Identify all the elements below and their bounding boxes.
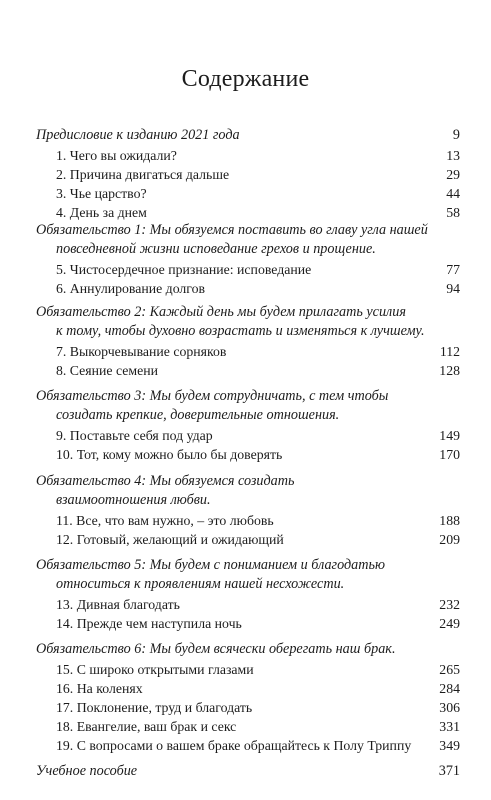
page-number: 58 — [446, 205, 460, 221]
toc-entry[interactable] — [36, 614, 460, 633]
toc-entry[interactable] — [36, 426, 460, 445]
toc-heading-text: к тому, чтобы духовно возрастать и изменяться к лучшему. — [56, 323, 425, 339]
toc-entry[interactable] — [36, 679, 460, 698]
page-number: 149 — [439, 428, 460, 443]
toc-entry-title: 19. С вопросами о вашем браке обращайтесь к Полу Триппу — [56, 738, 412, 754]
toc-entry-title: 15. С широко открытыми глазами — [56, 662, 254, 677]
page-number: 29 — [446, 167, 460, 183]
toc-section-commitment-3 — [36, 387, 460, 464]
toc-heading-text: Обязательство 4: Мы обязуемся созидать — [36, 473, 295, 489]
toc-entry[interactable] — [36, 660, 460, 679]
toc-entry[interactable] — [36, 595, 460, 614]
page-number: 94 — [446, 281, 460, 297]
toc-heading[interactable] — [36, 126, 460, 145]
toc-heading[interactable] — [36, 221, 460, 259]
toc-entry[interactable] — [36, 165, 460, 184]
page-number: 77 — [446, 262, 460, 277]
toc-section-commitment-2 — [36, 303, 460, 380]
toc-entry[interactable] — [36, 445, 460, 464]
toc-heading-text: Предисловие к изданию 2021 года — [36, 127, 240, 143]
toc-entry-title: 16. На коленях — [56, 681, 143, 697]
page-number: 209 — [439, 532, 460, 548]
toc-section-commitment-1 — [36, 221, 460, 298]
toc-section-commitment-6 — [36, 640, 460, 755]
toc-section-commitment-5 — [36, 556, 460, 633]
toc-heading[interactable] — [36, 762, 460, 781]
page-number: 112 — [439, 344, 460, 359]
toc-entry-title: 12. Готовый, желающий и ожидающий — [56, 532, 284, 548]
toc-heading-text: Обязательство 3: Мы будем сотрудничать, с тем чтобы — [36, 388, 389, 404]
toc-entry-title: 4. День за днем — [56, 205, 147, 221]
page-number: 265 — [439, 662, 460, 677]
toc-heading[interactable] — [36, 556, 460, 594]
toc-section-preface — [36, 126, 460, 222]
toc-heading-text: Учебное пособие — [36, 763, 138, 779]
toc-heading[interactable] — [36, 387, 460, 425]
toc-entry[interactable] — [36, 717, 460, 736]
toc-entry[interactable] — [36, 146, 460, 165]
toc-section-commitment-4 — [36, 472, 460, 549]
page-number: 44 — [446, 186, 460, 202]
page-number: 331 — [439, 719, 460, 735]
toc-entry-title: 10. Тот, кому можно было бы доверять — [56, 447, 283, 463]
toc-heading-text: относиться к проявлениям нашей несхожести. — [56, 576, 345, 592]
toc-entry-title: 14. Прежде чем наступила ночь — [56, 616, 242, 632]
page-number: 170 — [439, 447, 460, 463]
toc-entry[interactable] — [36, 736, 460, 755]
toc-entry-title: 2. Причина двигаться дальше — [56, 167, 230, 183]
toc-heading-text: Обязательство 2: Каждый день мы будем прилагать усилия — [36, 304, 406, 320]
toc-entry-title: 8. Сеяние семени — [56, 363, 159, 379]
page-number: 249 — [439, 616, 460, 632]
page-number: 232 — [439, 597, 460, 612]
toc-entry-title: 6. Аннулирование долгов — [56, 281, 206, 297]
page-number: 9 — [452, 127, 460, 143]
toc-heading[interactable] — [36, 303, 460, 341]
toc-heading-text: Обязательство 6: Мы будем всячески оберегать наш брак. — [36, 641, 396, 657]
page-number: 349 — [439, 738, 460, 754]
page-number: 306 — [439, 700, 460, 716]
page-title: Содержание — [181, 66, 310, 92]
toc-heading[interactable] — [36, 472, 460, 510]
page-number: 188 — [439, 513, 460, 528]
toc-entry-title: 11. Все, что вам нужно, – это любовь — [56, 513, 274, 528]
toc-entry-title: 18. Евангелие, ваш брак и секс — [56, 719, 237, 735]
toc-section-study-guide — [36, 762, 460, 781]
toc-entry[interactable] — [36, 184, 460, 203]
toc-entry-title: 1. Чего вы ожидали? — [56, 148, 177, 163]
page-number: 284 — [439, 681, 460, 697]
toc-heading-text: Обязательство 5: Мы будем с пониманием и благодатью — [36, 557, 385, 573]
toc-heading-text: Обязательство 1: Мы обязуемся поставить во главу угла нашей — [36, 222, 428, 238]
toc-heading-text: созидать крепкие, доверительные отношения. — [56, 407, 340, 423]
toc-entry[interactable] — [36, 279, 460, 298]
toc-entry[interactable] — [36, 203, 460, 222]
toc-heading[interactable] — [36, 640, 460, 659]
page-number: 371 — [438, 763, 460, 779]
toc-entry-title: 17. Поклонение, труд и благодать — [56, 700, 253, 716]
toc-entry[interactable] — [36, 511, 460, 530]
toc-entry-title: 7. Выкорчевывание сорняков — [56, 344, 227, 359]
toc-entry[interactable] — [36, 342, 460, 361]
toc-heading-text: взаимоотношения любви. — [56, 492, 211, 508]
toc-entry[interactable] — [36, 698, 460, 717]
toc-entry-title: 3. Чье царство? — [56, 186, 147, 202]
toc-entry-title: 9. Поставьте себя под удар — [56, 428, 213, 443]
toc-entry-title: 13. Дивная благодать — [56, 597, 180, 612]
toc-entry[interactable] — [36, 361, 460, 380]
toc-entry[interactable] — [36, 260, 460, 279]
page-number: 13 — [446, 148, 460, 163]
toc-heading-text: повседневной жизни исповедание грехов и прощение. — [56, 241, 376, 257]
toc-entry[interactable] — [36, 530, 460, 549]
page-number: 128 — [439, 363, 460, 379]
toc-entry-title: 5. Чистосердечное признание: исповедание — [56, 262, 312, 277]
